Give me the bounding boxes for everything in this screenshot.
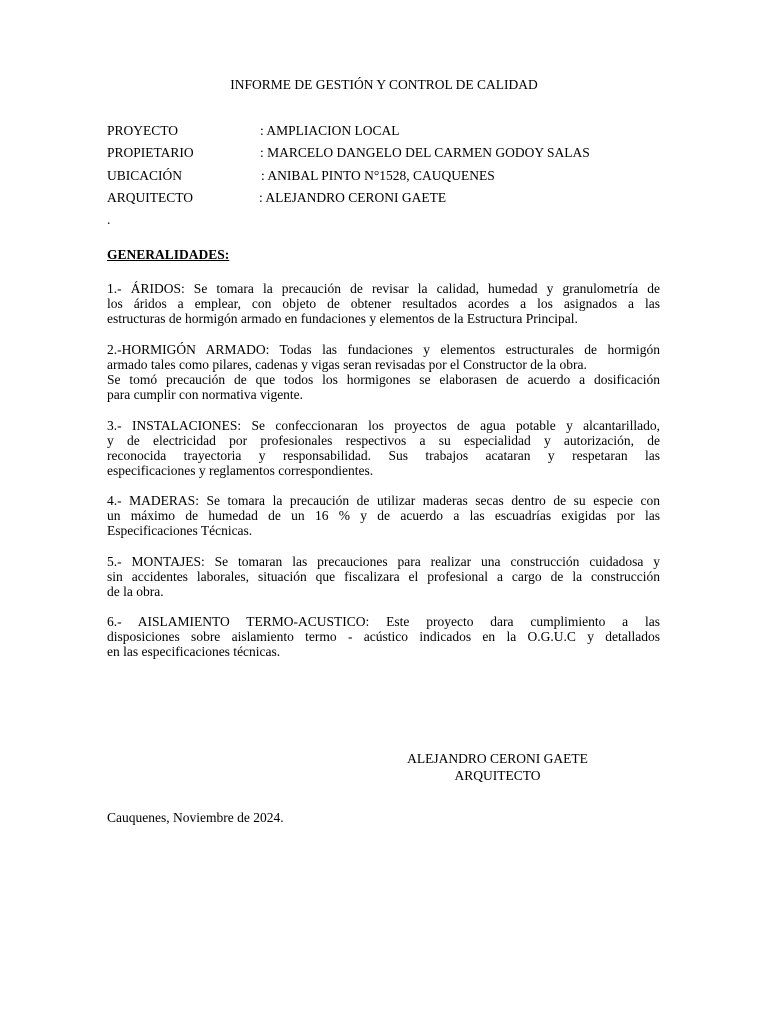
paragraph-line: estructuras de hormigón armado en fundaciones y elementos de la Estructura Principal.	[107, 311, 578, 326]
paragraph-line: reconocida trayectoria y responsabilidad. Sus trabajos acataran y respetaran las	[107, 448, 660, 463]
paragraph-montajes	[107, 554, 660, 599]
paragraph-line: 6.- AISLAMIENTO TERMO-ACUSTICO: Este proyecto dara cumplimiento a las	[107, 614, 660, 629]
paragraph-aislamiento	[107, 614, 660, 659]
paragraph-instalaciones	[107, 418, 660, 478]
paragraph-line: de la obra.	[107, 584, 164, 599]
info-value: : ANIBAL PINTO N°1528, CAUQUENES	[261, 168, 495, 183]
closing-date-line: Cauquenes, Noviembre de 2024.	[107, 810, 284, 825]
info-value: : AMPLIACION LOCAL	[260, 123, 400, 138]
paragraph-line: un máximo de humedad de un 16 % y de acuerdo a las escuadrías exigidas por las	[107, 508, 660, 523]
paragraph-line: los áridos a emplear, con objeto de obtener resultados acordes a los asignados a las	[107, 296, 660, 311]
paragraph-line: 4.- MADERAS: Se tomara la precaución de utilizar maderas secas dentro de su especie con	[107, 493, 660, 508]
paragraph-line: 5.- MONTAJES: Se tomaran las precauciones para realizar una construcción cuidadosa y	[107, 554, 660, 569]
stray-dot: .	[107, 212, 111, 227]
paragraph-line: armado tales como pilares, cadenas y vigas seran revisadas por el Constructor de la obra.	[107, 357, 587, 372]
paragraph-line: y de electricidad por profesionales respectivos a su especialidad y autorización, de	[107, 433, 660, 448]
paragraph-hormigon	[107, 342, 660, 402]
paragraph-line: para cumplir con normativa vigente.	[107, 387, 304, 402]
paragraph-line: 2.-HORMIGÓN ARMADO: Todas las fundaciones y elementos estructurales de hormigón	[107, 342, 660, 357]
paragraph-maderas	[107, 493, 660, 538]
paragraph-line: 1.- ÁRIDOS: Se tomara la precaución de revisar la calidad, humedad y granulometría de	[107, 281, 660, 296]
paragraph-line: en las especificaciones técnicas.	[107, 644, 281, 659]
paragraph-line: especificaciones y reglamentos correspondientes.	[107, 463, 374, 478]
signature-block	[340, 750, 655, 784]
paragraph-line: disposiciones sobre aislamiento termo - acústico indicados en la O.G.U.C y detallados	[107, 629, 660, 644]
paragraph-line: Especificaciones Técnicas.	[107, 523, 253, 538]
signature-name: ALEJANDRO CERONI GAETE	[407, 751, 588, 766]
info-label: ARQUITECTO	[107, 190, 193, 205]
info-value: : MARCELO DANGELO DEL CARMEN GODOY SALAS	[260, 145, 590, 160]
section-heading: GENERALIDADES:	[107, 247, 230, 262]
info-label: PROYECTO	[107, 123, 179, 138]
paragraph-line: sin accidentes laborales, situación que fiscalizara el profesional a cargo de la construcción	[107, 569, 660, 584]
paragraph-line: Se tomó precaución de que todos los hormigones se elaborasen de acuerdo a dosificación	[107, 372, 660, 387]
document-title: INFORME DE GESTIÓN Y CONTROL DE CALIDAD	[230, 77, 538, 92]
paragraph-aridos	[107, 281, 660, 326]
info-label: PROPIETARIO	[107, 145, 194, 160]
info-label: UBICACIÓN	[107, 168, 183, 183]
signature-role: ARQUITECTO	[454, 768, 541, 783]
info-value: : ALEJANDRO CERONI GAETE	[259, 190, 447, 205]
paragraph-line: 3.- INSTALACIONES: Se confeccionaran los proyectos de agua potable y alcantarillado,	[107, 418, 660, 433]
